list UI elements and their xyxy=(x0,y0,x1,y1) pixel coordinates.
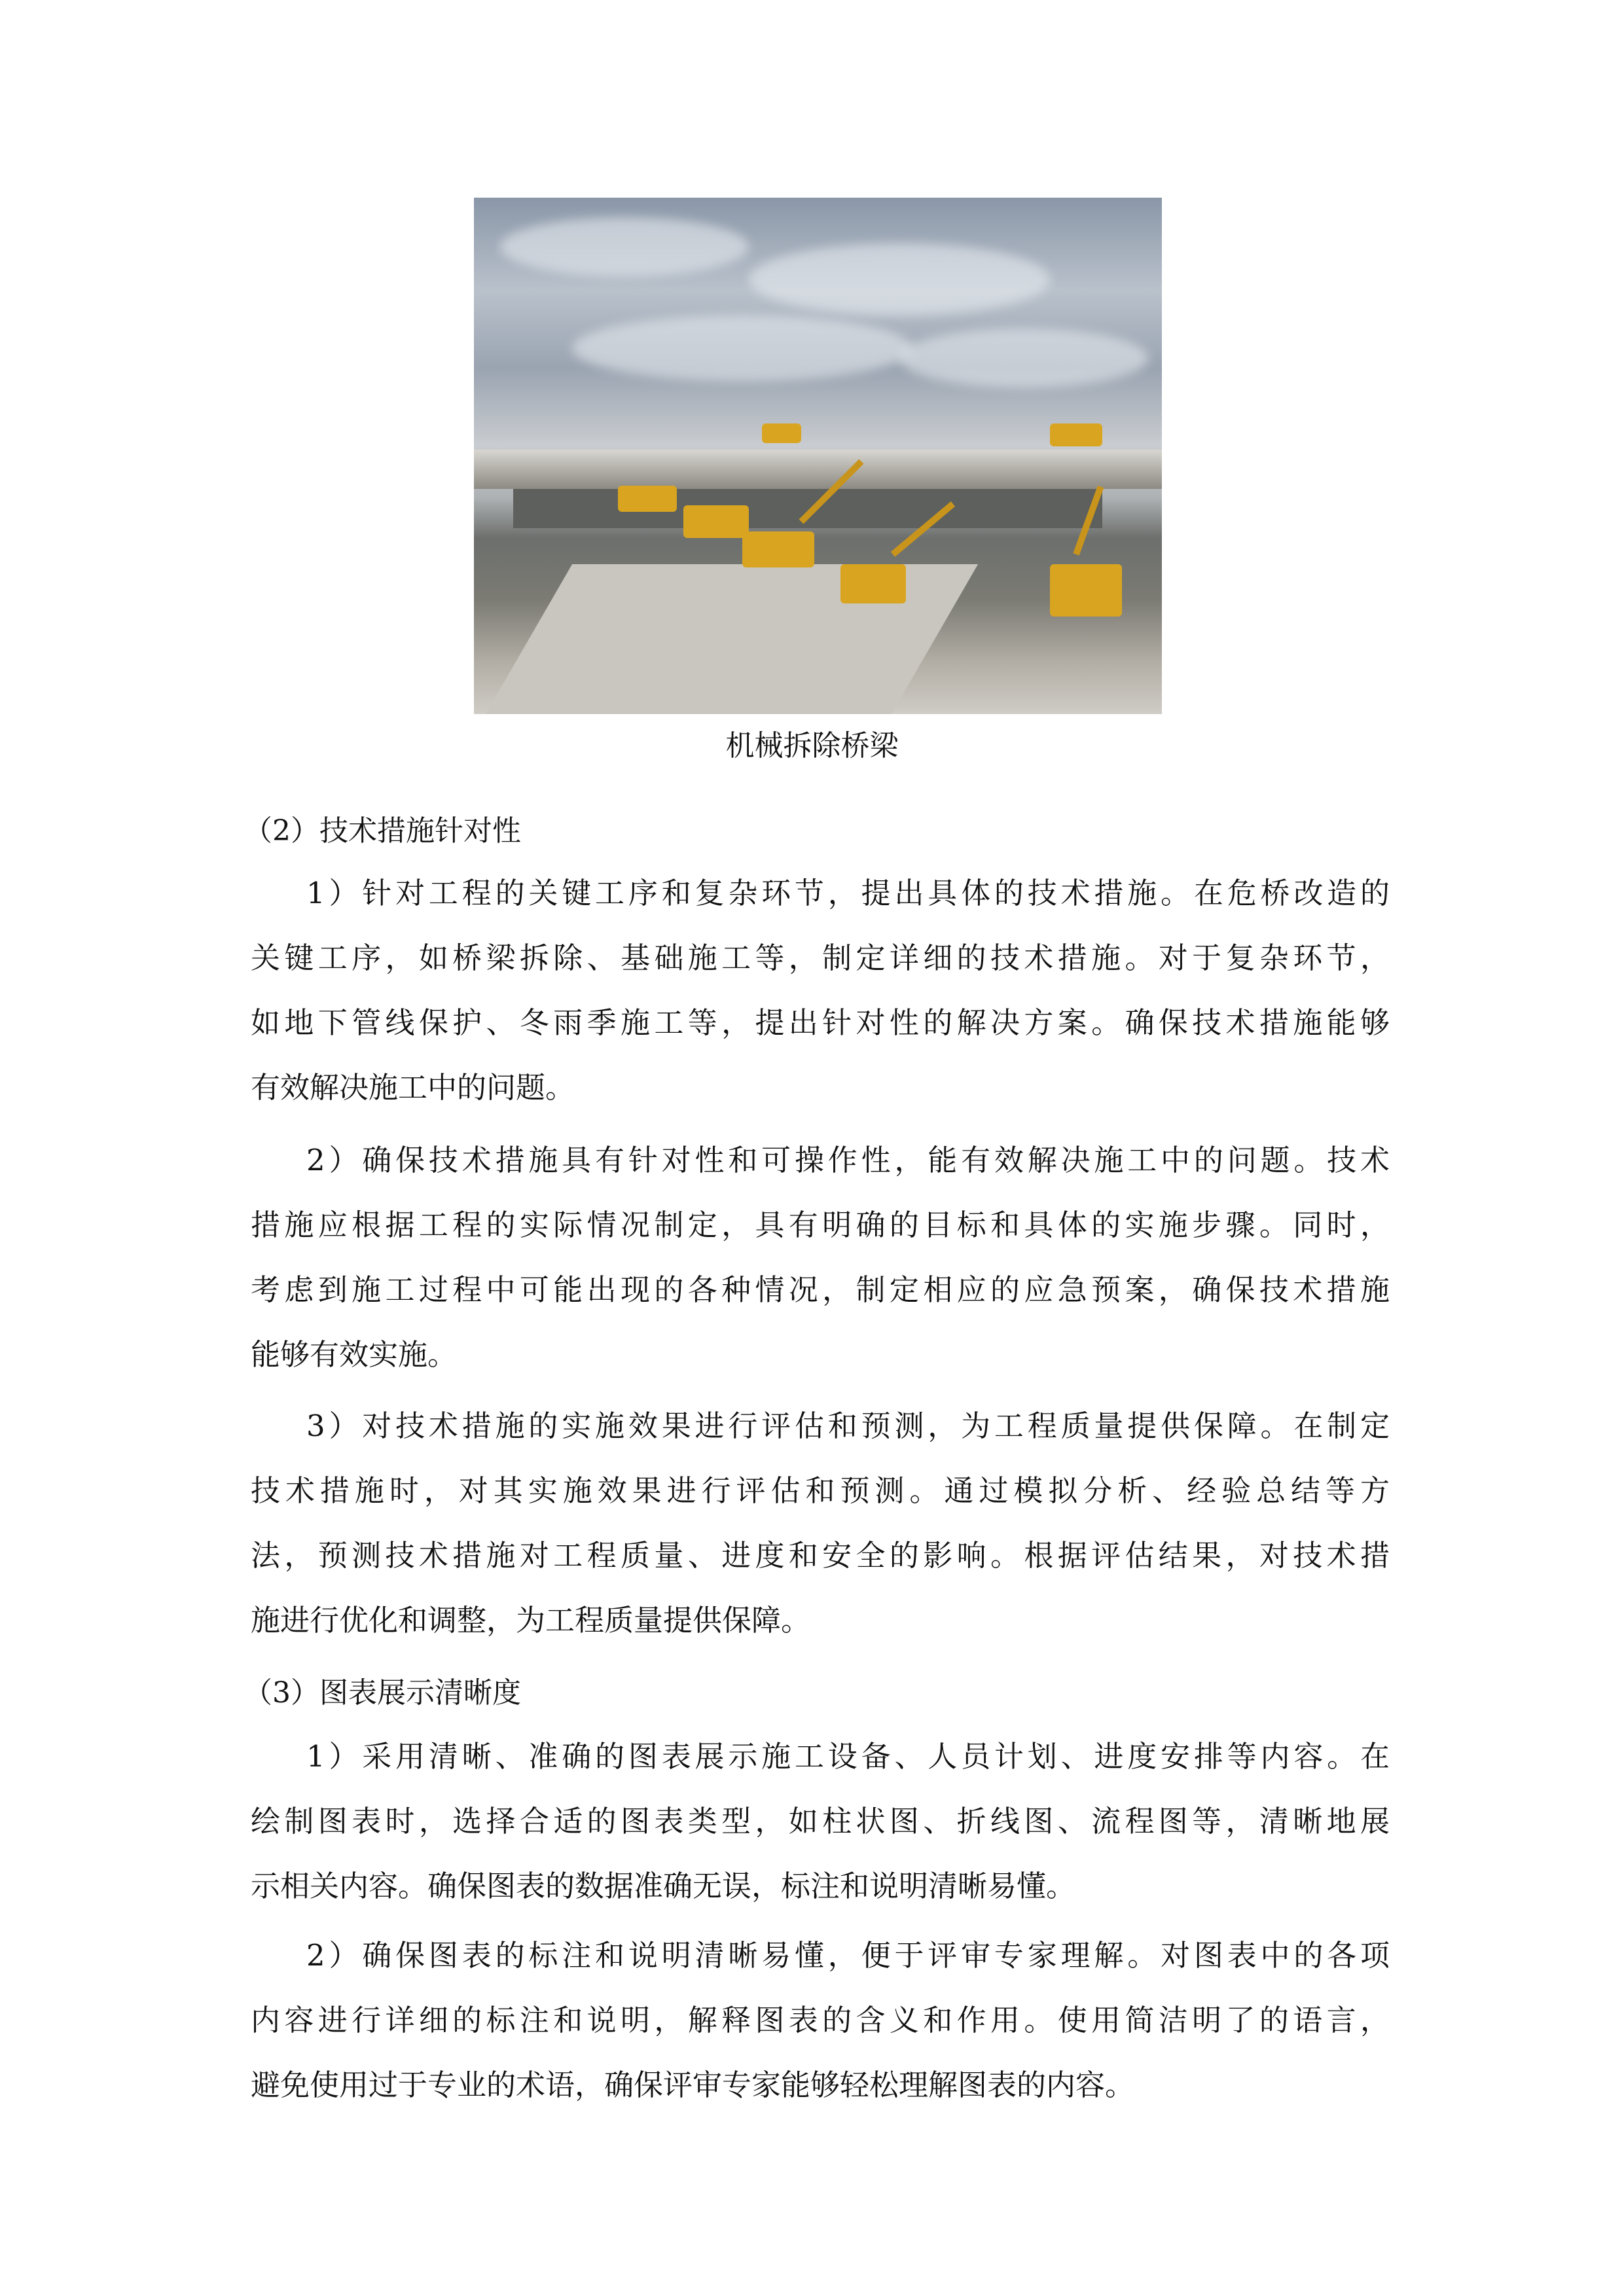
paragraph-line: 示相关内容。确保图表的数据准确无误，标注和说明清晰易懂。 xyxy=(251,1869,1076,1903)
paragraph xyxy=(251,874,1390,1133)
paragraph-line: 措施应根据工程的实际情况制定，具有明确的目标和具体的实施步骤。同时， xyxy=(251,1208,1390,1242)
cloud xyxy=(899,329,1148,387)
bridge-demolition-photo xyxy=(474,198,1162,714)
paragraph-line: 1）针对工程的关键工序和复杂环节，提出具体的技术措施。在危桥改造的 xyxy=(306,876,1390,910)
paragraph-line: 技术措施时，对其实施效果进行评估和预测。通过模拟分析、经验总结等方 xyxy=(251,1473,1390,1508)
paragraph-line: 绘制图表时，选择合适的图表类型，如柱状图、折线图、流程图等，清晰地展 xyxy=(251,1804,1390,1839)
paragraph-line: 2）确保技术措施具有针对性和可操作性，能有效解决施工中的问题。技术 xyxy=(306,1143,1390,1177)
paragraph-line: 2）确保图表的标注和说明清晰易懂，便于评审专家理解。对图表中的各项 xyxy=(306,1938,1390,1973)
excavator xyxy=(840,564,906,603)
cloud xyxy=(500,217,749,276)
paragraph-line: 内容进行详细的标注和说明，解释图表的含义和作用。使用简洁明了的语言， xyxy=(251,2003,1390,2037)
excavator xyxy=(1050,423,1102,446)
paragraph-line: 施进行优化和调整，为工程质量提供保障。 xyxy=(251,1603,811,1638)
excavator xyxy=(742,531,814,567)
cloud xyxy=(749,243,1050,315)
bridge-substructure xyxy=(513,489,1102,528)
bridge-deck xyxy=(474,450,1162,489)
paragraph-line: 1）采用清晰、准确的图表展示施工设备、人员计划、进度安排等内容。在 xyxy=(306,1739,1390,1774)
paragraph xyxy=(251,1141,1390,1400)
paragraph-line: 法，预测技术措施对工程质量、进度和安全的影响。根据评估结果，对技术措 xyxy=(251,1538,1390,1573)
paragraph xyxy=(251,1407,1390,1666)
excavator xyxy=(618,486,677,512)
paragraph-line: 如地下管线保护、冬雨季施工等，提出针对性的解决方案。确保技术措施能够 xyxy=(251,1005,1390,1040)
figure-caption: 机械拆除桥梁 xyxy=(725,729,899,762)
paragraph-line: 能够有效实施。 xyxy=(251,1337,458,1372)
excavator xyxy=(683,505,749,538)
paragraph-line: 考虑到施工过程中可能出现的各种情况，制定相应的应急预案，确保技术措施 xyxy=(251,1272,1390,1307)
section-heading: （2）技术措施针对性 xyxy=(244,814,521,848)
paragraph xyxy=(251,1936,1390,2130)
paragraph-line: 3）对技术措施的实施效果进行评估和预测，为工程质量提供保障。在制定 xyxy=(306,1408,1390,1443)
paragraph-line: 关键工序，如桥梁拆除、基础施工等，制定详细的技术措施。对于复杂环节， xyxy=(251,941,1390,975)
paragraph-line: 避免使用过于专业的术语，确保评审专家能够轻松理解图表的内容。 xyxy=(251,2068,1135,2102)
section-heading: （3）图表展示清晰度 xyxy=(244,1676,521,1710)
excavator xyxy=(1050,564,1122,617)
paragraph-line: 有效解决施工中的问题。 xyxy=(251,1070,575,1105)
paragraph xyxy=(251,1737,1390,1931)
excavator xyxy=(762,423,801,443)
cloud xyxy=(572,315,912,381)
